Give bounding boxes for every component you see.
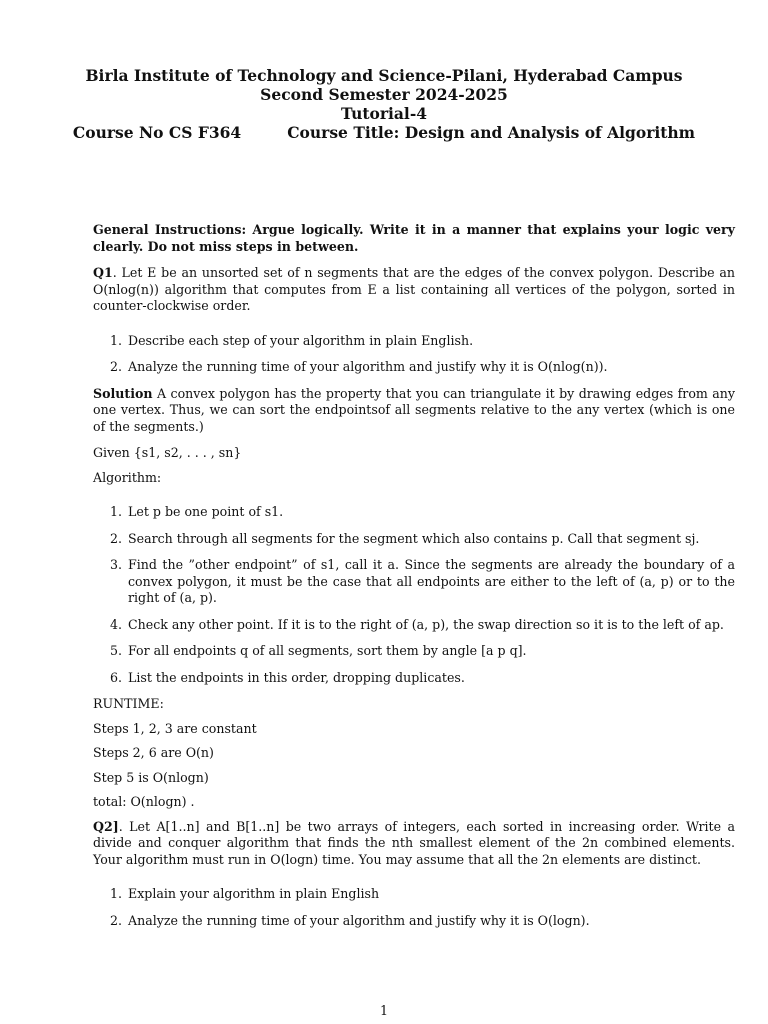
list-item-text: Analyze the running time of your algorithm and justify why it is O(logn). bbox=[128, 912, 590, 928]
list-item-text: Explain your algorithm in plain English bbox=[128, 886, 380, 901]
question-2-list bbox=[93, 886, 735, 929]
list-item bbox=[93, 333, 735, 350]
list-item-number: 1. bbox=[109, 886, 122, 901]
algorithm-steps bbox=[93, 504, 735, 686]
list-item bbox=[93, 913, 735, 930]
institute-name: Birla Institute of Technology and Science-Pilani, Hyderabad Campus bbox=[85, 66, 683, 85]
list-item-text: Check any other point. If it is to the right of (a, p), the swap direction so it is to the left of ap. bbox=[128, 616, 724, 632]
course-number: Course No CS F364 bbox=[72, 123, 242, 142]
runtime-line: Step 5 is O(nlogn) bbox=[93, 769, 209, 785]
list-item-text: Let p be one point of s1. bbox=[128, 504, 284, 519]
list-item bbox=[93, 531, 735, 548]
list-item bbox=[93, 670, 735, 687]
runtime-total: total: O(nlogn) . bbox=[93, 794, 195, 809]
list-item bbox=[93, 617, 735, 634]
list-item-number: 1. bbox=[109, 332, 122, 348]
course-title: Course Title: Design and Analysis of Algorithm bbox=[287, 123, 696, 142]
list-item-text: Analyze the running time of your algorithm and justify why it is O(nlog(n)). bbox=[128, 359, 608, 374]
course-line bbox=[0, 123, 768, 142]
list-item-number: 6. bbox=[109, 669, 122, 685]
list-item bbox=[93, 643, 735, 660]
list-item-text: Describe each step of your algorithm in plain English. bbox=[128, 332, 474, 348]
question-1-text: . Let E be an unsorted set of n segments that are the edges of the convex polygon. Describe an O(nlog(n)) algorithm that computes from E a list containing all vertices of the polygon, sorted in counter-clockwise order. bbox=[93, 265, 735, 313]
question-2-text: . Let A[1..n] and B[1..n] be two arrays of integers, each sorted in increasing order. Write a divide and conquer algorithm that finds the nth smallest element of the 2n combined elements. Your algorithm must run in O(logn) time. You may assume that all the 2n elements are distinct. bbox=[93, 818, 735, 867]
runtime-line: Steps 2, 6 are O(n) bbox=[93, 745, 214, 760]
question-1-list bbox=[93, 333, 735, 376]
list-item-number: 3. bbox=[109, 557, 122, 572]
question-2-label: Q2] bbox=[93, 818, 119, 834]
list-item-number: 1. bbox=[109, 504, 122, 519]
list-item bbox=[93, 359, 735, 376]
document-header bbox=[0, 66, 768, 142]
list-item bbox=[93, 504, 735, 521]
list-item-number: 2. bbox=[109, 359, 122, 374]
question-1-label: Q1 bbox=[93, 265, 113, 280]
list-item-text: Find the ”other endpoint” of s1, call it a. Since the segments are already the boundary of a convex polygon, it must be the case that all endpoints are either to the left of (a, p) or to the right of (a, p). bbox=[128, 557, 735, 605]
list-item-number: 5. bbox=[109, 643, 122, 658]
list-item-number: 4. bbox=[109, 616, 122, 632]
question-1 bbox=[93, 265, 735, 315]
document-body bbox=[93, 222, 735, 939]
runtime-line: Steps 1, 2, 3 are constant bbox=[93, 720, 257, 736]
given-set: Given {s1, s2, . . . , sn} bbox=[93, 445, 242, 460]
solution-text: A convex polygon has the property that you can triangulate it by drawing edges from any one vertex. Thus, we can sort the endpointsof all segments relative to the any vertex (which is one of the segments.) bbox=[93, 385, 735, 434]
general-instructions: General Instructions: Argue logically. Write it in a manner that explains your logic very clearly. Do not miss steps in between. bbox=[93, 222, 735, 254]
algorithm-label: Algorithm: bbox=[93, 469, 162, 485]
solution bbox=[93, 386, 735, 436]
tutorial-title: Tutorial-4 bbox=[340, 104, 428, 123]
list-item-number: 2. bbox=[109, 530, 122, 546]
list-item bbox=[93, 886, 735, 903]
list-item-text: Search through all segments for the segment which also contains p. Call that segment sj. bbox=[128, 530, 700, 546]
question-2 bbox=[93, 819, 735, 869]
list-item-number: 2. bbox=[109, 912, 122, 928]
solution-label: Solution bbox=[93, 385, 153, 401]
list-item-text: List the endpoints in this order, dropping duplicates. bbox=[128, 669, 465, 685]
list-item-text: For all endpoints q of all segments, sort them by angle [a p q]. bbox=[128, 643, 527, 658]
page-number: 1 bbox=[379, 1003, 388, 1018]
semester: Second Semester 2024-2025 bbox=[260, 85, 508, 104]
runtime-label: RUNTIME: bbox=[93, 696, 164, 711]
list-item bbox=[93, 557, 735, 607]
